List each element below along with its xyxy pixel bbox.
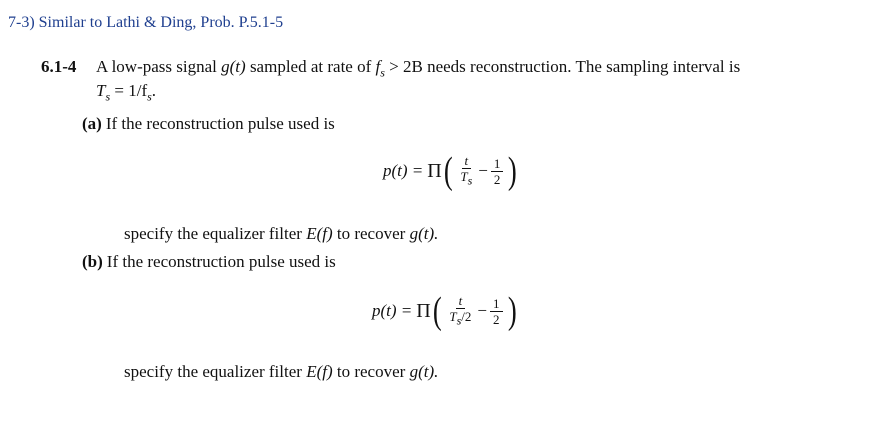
- equation-lhs: p(t) =: [372, 301, 413, 320]
- part-b-label: (b): [82, 252, 103, 271]
- fraction-one-half: $\frac{1}{2}$: [490, 296, 503, 327]
- assignment-header: 7-3) Similar to Lathi & Ding, Prob. P.5.1-5: [8, 14, 284, 31]
- part-a-equation: p(t) = Π ( $\frac{t}{T_s}$ − $\frac{1}{2}$ ): [383, 150, 518, 192]
- problem-number: 6.1-4: [41, 57, 77, 76]
- part-b-specify: specify the equalizer filter E(f) to recover g(t).: [124, 362, 439, 381]
- part-a-specify: specify the equalizer filter E(f) to recover g(t).: [124, 224, 439, 243]
- part-a-text: If the reconstruction pulse used is: [105, 114, 335, 133]
- part-b-equation: p(t) = Π ( $\frac{t}{T_s/2}$ − $\frac{1}{2}$ ): [372, 290, 517, 332]
- rect-function-symbol: Π: [427, 159, 442, 182]
- equation-lhs: p(t) =: [383, 161, 424, 180]
- fraction-t-over-ts: $\frac{t}{T_s}$: [460, 153, 473, 188]
- fraction-one-half: $\frac{1}{2}$: [491, 156, 504, 187]
- rect-function-symbol: Π: [416, 299, 431, 322]
- problem-statement-line1: A low-pass signal g(t) sampled at rate of $f_s > 2B$ needs reconstruction. The sampling interval is: [96, 57, 741, 80]
- part-a-label: (a): [82, 114, 102, 133]
- fraction-t-over-ts-half: $\frac{t}{T_s/2}$: [449, 293, 472, 328]
- problem-statement-line2: $T_s = 1/f_s$.: [96, 81, 157, 104]
- part-b-text: If the reconstruction pulse used is: [106, 252, 336, 271]
- part-a-prompt: [82, 114, 335, 134]
- part-b-prompt: [82, 252, 336, 272]
